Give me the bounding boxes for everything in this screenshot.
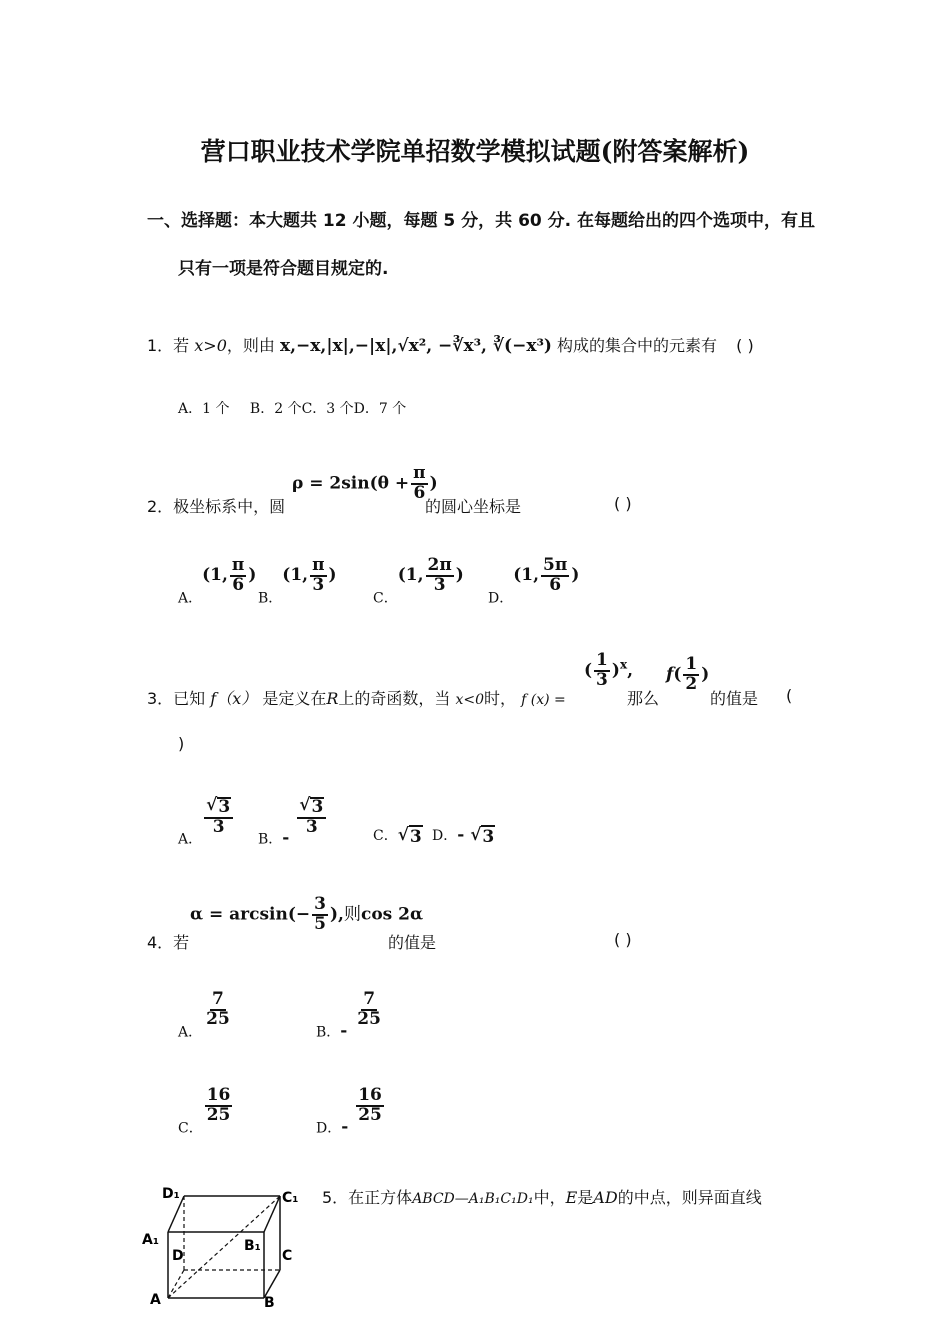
q2-option-b-post: ) <box>328 565 337 586</box>
q5-text2: 是 <box>577 1188 594 1207</box>
q3-text1: 是定义在 <box>262 689 327 708</box>
q2-option-c-label: C． <box>373 590 398 607</box>
page-title: 营口职业技术学院单招数学模拟试题(附答案解析) <box>200 137 750 166</box>
q1-option-d: D．7 个 <box>353 401 407 417</box>
edge-b1-c1 <box>264 1196 280 1232</box>
q5-text1: 中， <box>533 1188 566 1207</box>
q4-option-b-sign: - <box>340 1021 348 1042</box>
q2-option-c <box>373 557 464 607</box>
q3-option-a-den: 3 <box>212 816 225 837</box>
label-C: C <box>282 1248 293 1264</box>
q2-equation <box>292 465 438 503</box>
q2-option-c-num: 2π <box>427 555 452 575</box>
q4-option-a-den: 25 <box>206 1008 230 1029</box>
q3-paren-close: ) <box>178 734 185 753</box>
q2-option-d-num: 5π <box>543 555 568 575</box>
q2-option-c-pre: (1, <box>397 565 424 586</box>
q2-option-a <box>178 557 256 607</box>
q4-option-d-sign: - <box>341 1117 349 1138</box>
q3-option-d-label: D． <box>432 828 458 844</box>
q3-option-d-sign: - <box>457 825 465 845</box>
section-instruction-line2: 只有一项是符合题目规定的. <box>178 259 389 279</box>
q4-option-c <box>178 1087 234 1137</box>
q3-option-c-label: C． <box>373 828 398 844</box>
q2-eq-den: 6 <box>413 482 426 503</box>
q3-option-c-rad: 3 <box>409 827 422 847</box>
q4-frac-den: 5 <box>314 913 327 934</box>
q3-option-c: C．√ 3 <box>373 825 422 847</box>
q4-number: 4．若 <box>147 933 190 952</box>
q3-f: f <box>666 664 674 685</box>
q3-base-den: 3 <box>596 669 608 690</box>
q1-answer-paren: ( ) <box>736 336 754 355</box>
q3-arg-num: 1 <box>685 654 698 674</box>
q2-number: 2．极坐标系中，圆 <box>147 497 286 516</box>
q2-option-d <box>488 557 579 607</box>
q4-expression <box>190 896 423 934</box>
q2-option-d-label: D． <box>488 590 514 607</box>
q3-option-b-sign: - <box>282 828 290 849</box>
q3-fx2: f (x) = <box>521 692 566 708</box>
label-B1: B₁ <box>244 1238 261 1254</box>
q3-fx: f（x） <box>210 689 258 708</box>
q5-cube: ABCD—A₁B₁C₁D₁ <box>412 1191 534 1207</box>
q1-option-b: B．2 个 <box>249 401 302 417</box>
q2-option-c-den: 3 <box>433 574 446 595</box>
q4-then: 则 <box>343 904 361 925</box>
q4-rhs: ), <box>330 904 344 925</box>
q3-R: R <box>326 689 339 708</box>
q4-tail: 的值是 <box>388 933 437 952</box>
q1-number: 1．若 <box>147 336 190 355</box>
q3-option-b-rad: 3 <box>311 797 324 817</box>
q3-f-argument: f( $\frac{1}{2}$ ) <box>666 654 710 694</box>
q4-option-d <box>316 1087 386 1137</box>
q3-text3: 时， <box>484 689 517 708</box>
q4-option-b <box>316 991 385 1041</box>
q1-option-a: A．1 个 <box>178 401 230 417</box>
label-B: B <box>264 1295 275 1310</box>
q2-option-d-den: 6 <box>549 574 562 595</box>
label-D: D <box>172 1248 184 1264</box>
q4-option-c-num: 16 <box>206 1085 231 1105</box>
diagonal-a-c1 <box>168 1196 280 1298</box>
label-A1: A₁ <box>142 1232 159 1248</box>
edge-a-d-hidden <box>168 1270 184 1298</box>
q4-option-a-num: 7 <box>212 989 224 1009</box>
q4-option-d-num: 16 <box>358 1085 382 1105</box>
q4-option-b-num: 7 <box>363 989 376 1009</box>
q3-comma: , <box>627 660 634 681</box>
q4-option-c-label: C． <box>178 1120 203 1137</box>
q2-option-c-post: ) <box>455 565 464 586</box>
section-instruction-line1: 一、选择题：本大题共 12 小题，每题 5 分，共 60 分. 在每题给出的四个选项中，有且 <box>147 211 816 231</box>
q2-option-a-post: ) <box>248 565 257 586</box>
q2-option-b-label: B． <box>258 590 283 607</box>
edge-b-c <box>264 1270 280 1298</box>
q3-arg-den: 2 <box>685 673 698 694</box>
q2-answer-paren: ( ) <box>614 494 632 513</box>
q2-option-d-post: ) <box>571 565 580 586</box>
q2-option-b-den: 3 <box>312 574 325 595</box>
q4-option-a-label: A． <box>178 1024 203 1041</box>
q3-option-d-rad: 3 <box>482 827 495 847</box>
q4-option-a <box>178 991 234 1041</box>
q5-E: E <box>565 1188 578 1207</box>
label-A: A <box>150 1292 161 1308</box>
q3-option-a: A． √ 3 3 <box>178 797 235 848</box>
q4-option-b-label: B． <box>316 1024 341 1041</box>
q3-exponent: x <box>619 657 628 672</box>
question-3 <box>147 686 566 709</box>
q1-tail: 构成的集合中的元素有 <box>557 336 718 355</box>
q4-option-c-den: 25 <box>206 1104 231 1125</box>
label-C1: C₁ <box>282 1190 299 1206</box>
q5-AD: AD <box>593 1188 618 1207</box>
q5-number: 5．在正方体 <box>322 1188 413 1207</box>
question-5 <box>322 1185 762 1208</box>
q2-tail: 的圆心坐标是 <box>425 497 522 516</box>
q3-paren-open: ( <box>786 686 793 705</box>
q2-option-b <box>258 557 337 607</box>
q3-number: 3．已知 <box>147 689 206 708</box>
q3-option-b: B．- √ 3 3 <box>258 797 328 848</box>
q4-option-d-label: D． <box>316 1120 342 1137</box>
q3-option-d: D．- √ 3 <box>432 825 495 847</box>
q4-cos: cos 2α <box>360 904 424 925</box>
q2-option-a-num: π <box>231 555 245 575</box>
q2-option-a-label: A． <box>178 590 203 607</box>
q2-option-b-num: π <box>312 555 325 575</box>
q1-condition: x>0 <box>194 336 227 355</box>
question-1 <box>147 333 754 356</box>
q3-option-b-label: B． <box>258 831 283 848</box>
q2-eq-num: π <box>413 463 426 483</box>
q1-mid: ，则由 <box>226 336 275 355</box>
q3-text5: 的值是 <box>710 689 759 708</box>
q4-option-b-den: 25 <box>357 1008 381 1029</box>
q3-text4: 那么 <box>627 689 660 708</box>
q1-expression: x,−x,|x|,−|x|,√x², −∛x³, ∛(−x³) <box>280 336 552 356</box>
q3-option-a-label: A． <box>178 831 203 848</box>
q3-base-expression: ( $\frac{1}{3}$ )$^x$, <box>584 650 634 690</box>
q2-option-a-den: 6 <box>232 574 245 595</box>
q5-text3: 的中点，则异面直线 <box>617 1188 762 1207</box>
q4-lhs: α = arcsin(− <box>190 904 311 925</box>
label-D1: D₁ <box>162 1186 180 1202</box>
q1-option-c: C．3 个 <box>301 401 354 417</box>
q4-answer-paren: ( ) <box>614 930 632 949</box>
cube-figure <box>138 1180 318 1310</box>
q3-condition: x<0 <box>455 692 485 708</box>
q2-option-d-pre: (1, <box>513 565 540 586</box>
q3-option-b-den: 3 <box>305 816 318 837</box>
q2-eq-lhs: ρ = 2sin(θ + <box>292 473 410 494</box>
q4-frac-num: 3 <box>314 894 327 914</box>
q3-base-num: 1 <box>596 650 608 670</box>
q2-option-a-pre: (1, <box>202 565 228 586</box>
q2-option-b-pre: (1, <box>282 565 309 586</box>
q3-text2: 上的奇函数，当 <box>338 689 451 708</box>
q3-option-a-rad: 3 <box>218 797 231 817</box>
q4-option-d-den: 25 <box>358 1104 382 1125</box>
q1-options <box>178 398 406 418</box>
q2-eq-rhs: ) <box>429 473 438 494</box>
